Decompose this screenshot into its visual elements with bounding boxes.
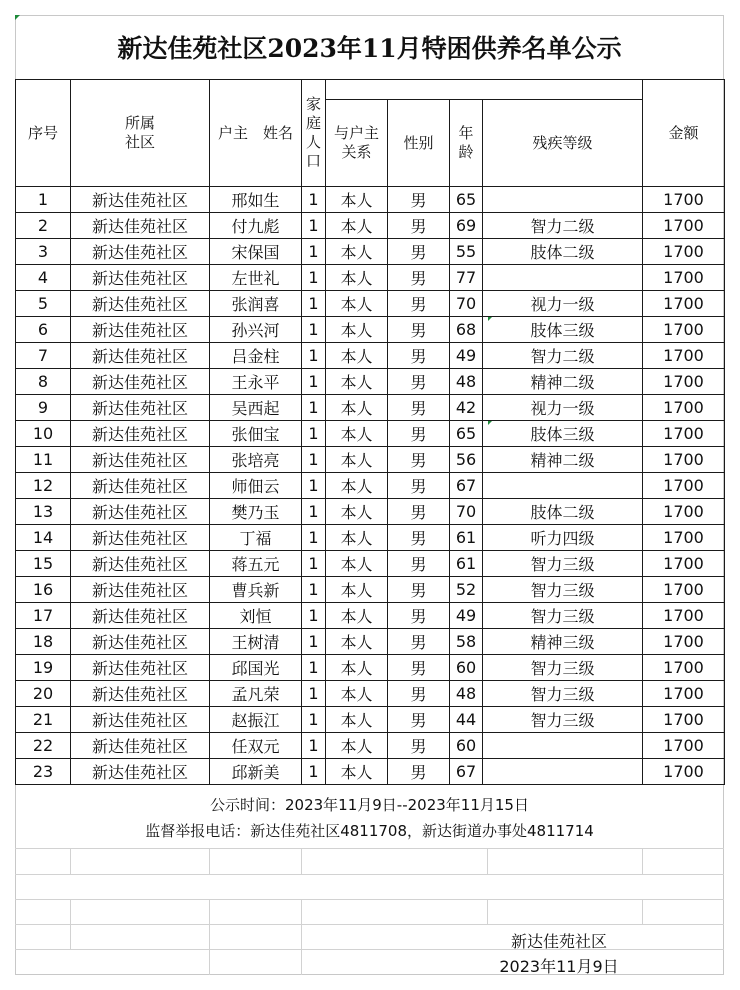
table-row — [16, 343, 725, 369]
cell-family-size: 1 — [302, 187, 326, 213]
cell-community: 新达佳苑社区 — [71, 213, 210, 239]
cell-gender: 男 — [388, 421, 450, 447]
cell-amount: 1700 — [643, 733, 725, 759]
cell-seq: 12 — [16, 473, 71, 499]
cell-family-size: 1 — [302, 291, 326, 317]
cell-disability — [483, 759, 643, 785]
header-relation-line2: 关系 — [341, 143, 372, 161]
cell-community: 新达佳苑社区 — [71, 629, 210, 655]
cell-disability: 智力三级 — [483, 577, 643, 603]
cell-head-name: 吴西起 — [210, 395, 302, 421]
cell-relation: 本人 — [326, 317, 388, 343]
cell-age: 65 — [450, 187, 483, 213]
cell-disability: 肢体三级 — [483, 421, 643, 447]
cell-community: 新达佳苑社区 — [71, 733, 210, 759]
cell-family-size: 1 — [302, 421, 326, 447]
header-relation-line1: 与户主 — [333, 124, 379, 142]
cell-relation: 本人 — [326, 473, 388, 499]
cell-gender: 男 — [388, 213, 450, 239]
cell-gender: 男 — [388, 603, 450, 629]
cell-gender: 男 — [388, 265, 450, 291]
header-community-line1: 所属 — [124, 114, 155, 132]
cell-age: 70 — [450, 291, 483, 317]
cell-community: 新达佳苑社区 — [71, 265, 210, 291]
table-row — [16, 239, 725, 265]
cell-community: 新达佳苑社区 — [71, 707, 210, 733]
header-family-size — [302, 80, 326, 187]
table-body — [16, 187, 725, 785]
cell-relation: 本人 — [326, 395, 388, 421]
cell-amount: 1700 — [643, 707, 725, 733]
cell-head-name: 樊乃玉 — [210, 499, 302, 525]
cell-gender: 男 — [388, 317, 450, 343]
cell-seq: 15 — [16, 551, 71, 577]
header-family-line2: 庭 — [305, 114, 321, 132]
table-row — [16, 655, 725, 681]
cell-gender: 男 — [388, 187, 450, 213]
cell-disability — [483, 187, 643, 213]
cell-amount: 1700 — [643, 499, 725, 525]
grid-line — [15, 899, 724, 900]
cell-seq: 5 — [16, 291, 71, 317]
cell-family-size: 1 — [302, 239, 326, 265]
cell-amount: 1700 — [643, 395, 725, 421]
cell-head-name: 孟凡荣 — [210, 681, 302, 707]
cell-family-size: 1 — [302, 343, 326, 369]
cell-gender: 男 — [388, 681, 450, 707]
cell-seq: 13 — [16, 499, 71, 525]
cell-community: 新达佳苑社区 — [71, 759, 210, 785]
header-head-name: 户主 姓名 — [210, 80, 302, 187]
cell-seq: 11 — [16, 447, 71, 473]
table-row — [16, 421, 725, 447]
cell-community: 新达佳苑社区 — [71, 317, 210, 343]
table-row — [16, 551, 725, 577]
cell-disability: 肢体二级 — [483, 499, 643, 525]
table-row — [16, 707, 725, 733]
cell-relation: 本人 — [326, 551, 388, 577]
cell-amount: 1700 — [643, 759, 725, 785]
cell-relation: 本人 — [326, 239, 388, 265]
cell-age: 49 — [450, 343, 483, 369]
cell-community: 新达佳苑社区 — [71, 473, 210, 499]
cell-seq: 8 — [16, 369, 71, 395]
cell-community: 新达佳苑社区 — [71, 551, 210, 577]
cell-family-size: 1 — [302, 265, 326, 291]
cell-disability — [483, 733, 643, 759]
cell-head-name: 邢如生 — [210, 187, 302, 213]
cell-community: 新达佳苑社区 — [71, 681, 210, 707]
cell-gender: 男 — [388, 291, 450, 317]
cell-community: 新达佳苑社区 — [71, 499, 210, 525]
cell-amount: 1700 — [643, 239, 725, 265]
cell-seq: 20 — [16, 681, 71, 707]
cell-community: 新达佳苑社区 — [71, 577, 210, 603]
cell-disability: 精神二级 — [483, 369, 643, 395]
cell-gender: 男 — [388, 239, 450, 265]
cell-gender: 男 — [388, 525, 450, 551]
cell-age: 56 — [450, 447, 483, 473]
cell-age: 67 — [450, 759, 483, 785]
cell-seq: 3 — [16, 239, 71, 265]
cell-gender: 男 — [388, 733, 450, 759]
cell-amount: 1700 — [643, 343, 725, 369]
cell-disability: 肢体二级 — [483, 239, 643, 265]
grid-line — [642, 899, 643, 924]
cell-family-size: 1 — [302, 603, 326, 629]
cell-head-name: 赵振江 — [210, 707, 302, 733]
table-row — [16, 473, 725, 499]
cell-head-name: 任双元 — [210, 733, 302, 759]
cell-seq: 2 — [16, 213, 71, 239]
cell-relation: 本人 — [326, 629, 388, 655]
grid-line — [70, 848, 71, 874]
header-family-line1: 家 — [305, 95, 321, 113]
cell-amount: 1700 — [643, 629, 725, 655]
cell-family-size: 1 — [302, 447, 326, 473]
cell-gender: 男 — [388, 395, 450, 421]
cell-family-size: 1 — [302, 733, 326, 759]
table-row — [16, 369, 725, 395]
cell-relation: 本人 — [326, 603, 388, 629]
grid-line — [209, 848, 210, 874]
cell-gender: 男 — [388, 759, 450, 785]
cell-family-size: 1 — [302, 499, 326, 525]
cell-head-name: 王永平 — [210, 369, 302, 395]
cell-disability: 精神二级 — [483, 447, 643, 473]
cell-marker-icon — [488, 317, 492, 321]
cell-relation: 本人 — [326, 655, 388, 681]
header-age-line2: 龄 — [458, 143, 474, 161]
cell-relation: 本人 — [326, 187, 388, 213]
cell-community: 新达佳苑社区 — [71, 395, 210, 421]
cell-disability: 智力三级 — [483, 551, 643, 577]
cell-community: 新达佳苑社区 — [71, 369, 210, 395]
cell-seq: 4 — [16, 265, 71, 291]
cell-disability: 听力四级 — [483, 525, 643, 551]
table-row — [16, 525, 725, 551]
table-row — [16, 681, 725, 707]
header-disability: 残疾等级 — [483, 100, 643, 187]
cell-amount: 1700 — [643, 577, 725, 603]
cell-seq: 1 — [16, 187, 71, 213]
cell-amount: 1700 — [643, 525, 725, 551]
cell-seq: 17 — [16, 603, 71, 629]
cell-community: 新达佳苑社区 — [71, 343, 210, 369]
notice-period: 公示时间：2023年11月9日--2023年11月15日 — [210, 796, 529, 814]
cell-family-size: 1 — [302, 681, 326, 707]
cell-amount: 1700 — [643, 681, 725, 707]
cell-age: 69 — [450, 213, 483, 239]
cell-relation: 本人 — [326, 577, 388, 603]
page-title: 新达佳苑社区2023年11月特困供养名单公示 — [117, 34, 622, 63]
table-row — [16, 733, 725, 759]
cell-head-name: 孙兴河 — [210, 317, 302, 343]
cell-seq: 16 — [16, 577, 71, 603]
cell-seq: 23 — [16, 759, 71, 785]
signature-org: 新达佳苑社区 — [510, 932, 607, 951]
cell-head-name: 邱国光 — [210, 655, 302, 681]
header-community-line2: 社区 — [124, 133, 155, 151]
cell-disability: 精神三级 — [483, 629, 643, 655]
cell-amount: 1700 — [643, 369, 725, 395]
cell-amount: 1700 — [643, 655, 725, 681]
cell-amount: 1700 — [643, 187, 725, 213]
cell-marker-icon — [488, 421, 492, 425]
cell-head-name: 蒋五元 — [210, 551, 302, 577]
cell-relation: 本人 — [326, 447, 388, 473]
cell-gender: 男 — [388, 577, 450, 603]
grid-line — [301, 899, 302, 975]
cell-age: 67 — [450, 473, 483, 499]
cell-age: 70 — [450, 499, 483, 525]
table-row — [16, 395, 725, 421]
cell-age: 60 — [450, 655, 483, 681]
header-member-group — [326, 80, 643, 100]
cell-relation: 本人 — [326, 681, 388, 707]
cell-head-name: 刘恒 — [210, 603, 302, 629]
table-row — [16, 213, 725, 239]
table-row — [16, 291, 725, 317]
cell-seq: 10 — [16, 421, 71, 447]
cell-seq: 18 — [16, 629, 71, 655]
cell-gender: 男 — [388, 551, 450, 577]
cell-disability — [483, 473, 643, 499]
cell-gender: 男 — [388, 343, 450, 369]
cell-relation: 本人 — [326, 733, 388, 759]
cell-amount: 1700 — [643, 473, 725, 499]
support-list-table — [15, 79, 725, 785]
cell-age: 52 — [450, 577, 483, 603]
cell-family-size: 1 — [302, 629, 326, 655]
cell-gender: 男 — [388, 707, 450, 733]
cell-head-name: 宋保国 — [210, 239, 302, 265]
cell-family-size: 1 — [302, 707, 326, 733]
header-seq: 序号 — [16, 80, 71, 187]
cell-relation: 本人 — [326, 759, 388, 785]
header-family-line3: 人 — [305, 133, 321, 151]
grid-line — [301, 848, 302, 874]
cell-head-name: 张培亮 — [210, 447, 302, 473]
header-community — [71, 80, 210, 187]
grid-line — [487, 899, 488, 924]
cell-family-size: 1 — [302, 395, 326, 421]
notice-hotline: 监督举报电话：新达佳苑社区4811708，新达街道办事处4811714 — [145, 822, 594, 840]
table-row — [16, 759, 725, 785]
cell-seq: 19 — [16, 655, 71, 681]
cell-gender: 男 — [388, 655, 450, 681]
cell-relation: 本人 — [326, 265, 388, 291]
cell-head-name: 付九彪 — [210, 213, 302, 239]
cell-head-name: 师佃云 — [210, 473, 302, 499]
cell-community: 新达佳苑社区 — [71, 187, 210, 213]
cell-disability: 智力三级 — [483, 707, 643, 733]
table-row — [16, 577, 725, 603]
cell-community: 新达佳苑社区 — [71, 447, 210, 473]
header-gender: 性别 — [388, 100, 450, 187]
cell-head-name: 丁福 — [210, 525, 302, 551]
grid-line — [70, 899, 71, 949]
cell-seq: 22 — [16, 733, 71, 759]
table-row — [16, 317, 725, 343]
cell-amount: 1700 — [643, 265, 725, 291]
cell-head-name: 邱新美 — [210, 759, 302, 785]
header-amount: 金额 — [643, 80, 725, 187]
table-row — [16, 629, 725, 655]
cell-relation: 本人 — [326, 213, 388, 239]
cell-relation: 本人 — [326, 369, 388, 395]
cell-family-size: 1 — [302, 369, 326, 395]
cell-community: 新达佳苑社区 — [71, 291, 210, 317]
cell-age: 77 — [450, 265, 483, 291]
cell-age: 61 — [450, 525, 483, 551]
cell-head-name: 张润喜 — [210, 291, 302, 317]
cell-age: 60 — [450, 733, 483, 759]
cell-disability: 智力二级 — [483, 213, 643, 239]
grid-line — [642, 848, 643, 874]
cell-seq: 7 — [16, 343, 71, 369]
header-relation — [326, 100, 388, 187]
table-row — [16, 265, 725, 291]
cell-gender: 男 — [388, 447, 450, 473]
grid-line — [487, 848, 488, 874]
cell-head-name: 曹兵新 — [210, 577, 302, 603]
grid-line — [209, 899, 210, 975]
cell-disability: 肢体三级 — [483, 317, 643, 343]
cell-family-size: 1 — [302, 551, 326, 577]
cell-age: 49 — [450, 603, 483, 629]
cell-amount: 1700 — [643, 603, 725, 629]
signature-date: 2023年11月9日 — [499, 957, 619, 976]
cell-amount: 1700 — [643, 447, 725, 473]
grid-line — [15, 874, 724, 875]
table-row — [16, 499, 725, 525]
cell-community: 新达佳苑社区 — [71, 655, 210, 681]
cell-age: 55 — [450, 239, 483, 265]
cell-disability: 智力二级 — [483, 343, 643, 369]
cell-age: 65 — [450, 421, 483, 447]
cell-relation: 本人 — [326, 707, 388, 733]
cell-family-size: 1 — [302, 317, 326, 343]
grid-line — [15, 848, 724, 849]
cell-amount: 1700 — [643, 421, 725, 447]
cell-seq: 9 — [16, 395, 71, 421]
cell-age: 58 — [450, 629, 483, 655]
cell-age: 48 — [450, 681, 483, 707]
cell-gender: 男 — [388, 499, 450, 525]
header-age-line1: 年 — [458, 124, 474, 142]
cell-disability: 视力一级 — [483, 395, 643, 421]
cell-amount: 1700 — [643, 551, 725, 577]
cell-relation: 本人 — [326, 525, 388, 551]
cell-seq: 21 — [16, 707, 71, 733]
cell-disability — [483, 265, 643, 291]
header-age — [450, 100, 483, 187]
cell-community: 新达佳苑社区 — [71, 421, 210, 447]
cell-family-size: 1 — [302, 213, 326, 239]
grid-line — [15, 924, 724, 925]
cell-family-size: 1 — [302, 525, 326, 551]
cell-family-size: 1 — [302, 473, 326, 499]
cell-family-size: 1 — [302, 655, 326, 681]
table-row — [16, 187, 725, 213]
cell-amount: 1700 — [643, 317, 725, 343]
cell-disability: 视力一级 — [483, 291, 643, 317]
cell-relation: 本人 — [326, 499, 388, 525]
header-family-line4: 口 — [305, 152, 321, 170]
cell-amount: 1700 — [643, 213, 725, 239]
cell-community: 新达佳苑社区 — [71, 603, 210, 629]
cell-head-name: 王树清 — [210, 629, 302, 655]
cell-disability: 智力三级 — [483, 655, 643, 681]
cell-head-name: 张佃宝 — [210, 421, 302, 447]
table-row — [16, 447, 725, 473]
cell-relation: 本人 — [326, 421, 388, 447]
table-row — [16, 603, 725, 629]
cell-age: 68 — [450, 317, 483, 343]
cell-amount: 1700 — [643, 291, 725, 317]
cell-gender: 男 — [388, 369, 450, 395]
cell-relation: 本人 — [326, 291, 388, 317]
cell-family-size: 1 — [302, 759, 326, 785]
cell-relation: 本人 — [326, 343, 388, 369]
cell-disability: 智力三级 — [483, 681, 643, 707]
cell-head-name: 左世礼 — [210, 265, 302, 291]
cell-head-name: 吕金柱 — [210, 343, 302, 369]
cell-age: 42 — [450, 395, 483, 421]
cell-community: 新达佳苑社区 — [71, 239, 210, 265]
cell-seq: 6 — [16, 317, 71, 343]
cell-community: 新达佳苑社区 — [71, 525, 210, 551]
cell-family-size: 1 — [302, 577, 326, 603]
cell-age: 44 — [450, 707, 483, 733]
cell-age: 61 — [450, 551, 483, 577]
cell-seq: 14 — [16, 525, 71, 551]
cell-gender: 男 — [388, 473, 450, 499]
cell-gender: 男 — [388, 629, 450, 655]
cell-disability: 智力三级 — [483, 603, 643, 629]
cell-age: 48 — [450, 369, 483, 395]
